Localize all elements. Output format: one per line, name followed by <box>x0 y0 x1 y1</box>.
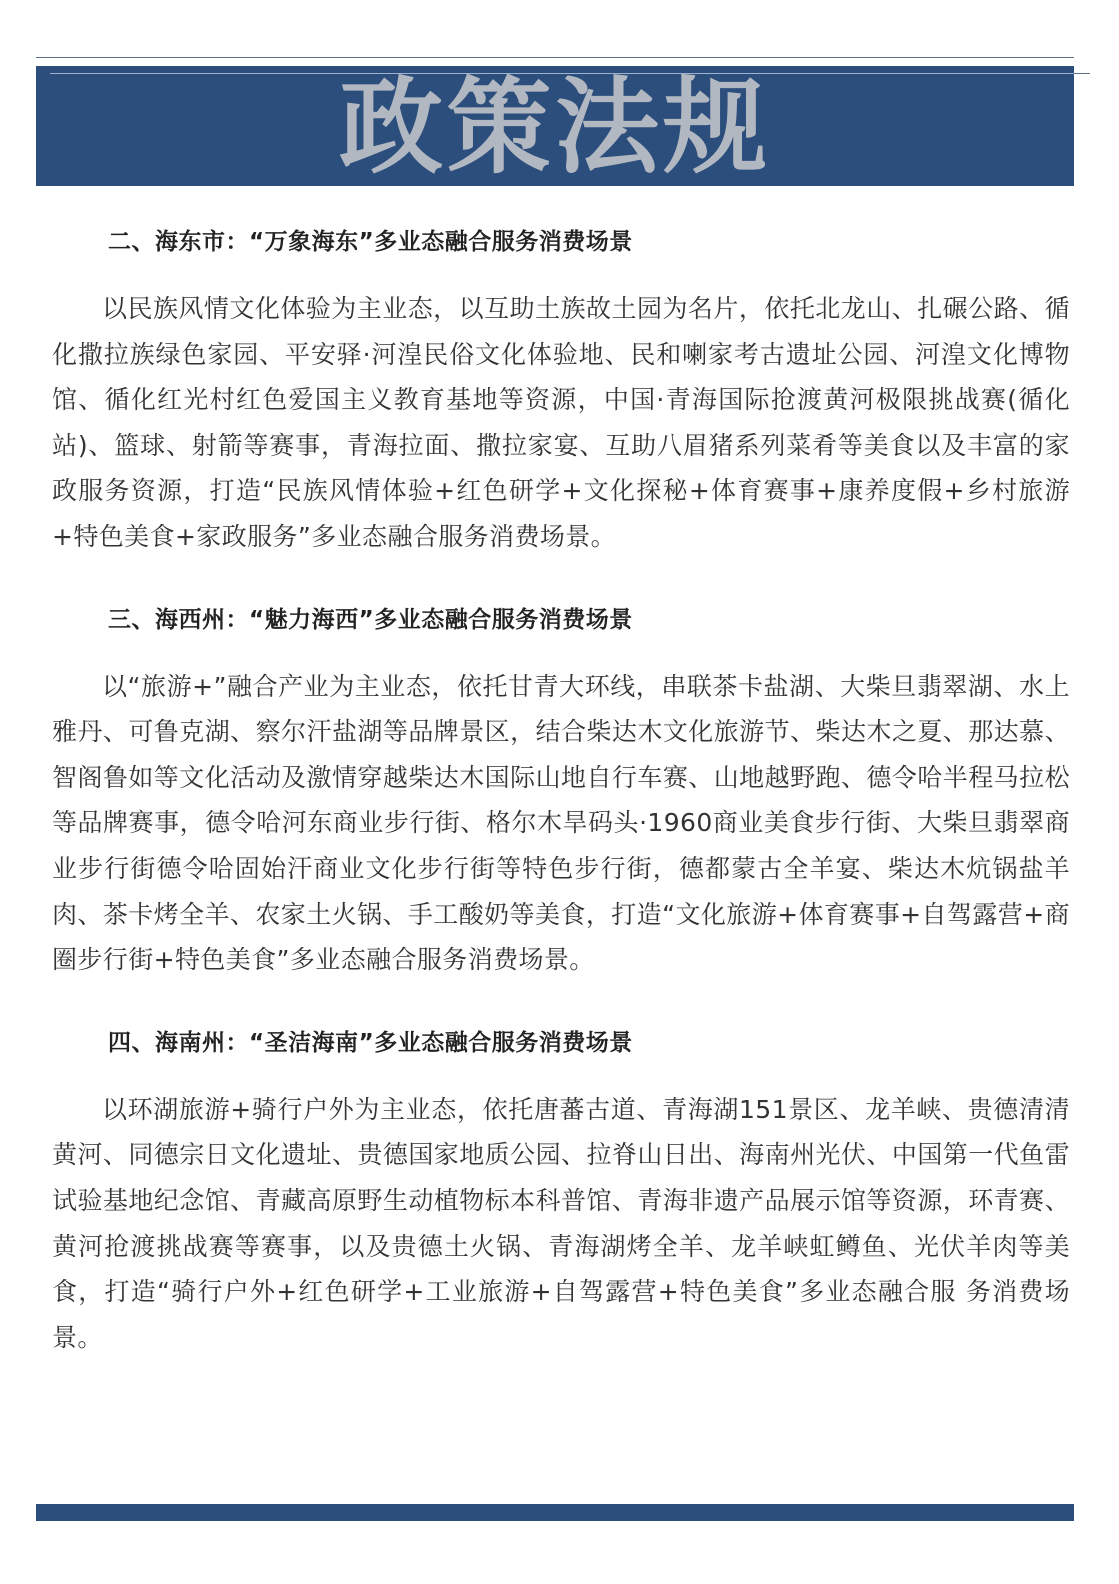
section-heading: 四、海南州：“圣洁海南”多业态融合服务消费场景 <box>108 1029 633 1056</box>
section-haixi <box>52 592 1070 983</box>
section-heading: 二、海东市：“万象海东”多业态融合服务消费场景 <box>108 229 633 255</box>
section-paragraph: 以“旅游+”融合产业为主业态，依托甘青大环线，串联茶卡盐湖、大柴旦翡翠湖、水上雅丹、可鲁克湖、察尔汗盐湖等品牌景区，结合柴达木文化旅游节、柴达木之夏、那达慕、智阁鲁如等文化活动及激情穿越柴达木国际山地自行车赛、山地越野跑、德令哈半程马拉松等品牌赛事，德令哈河东商业步行街、格尔木旱码头·1960商业美食步行街、大柴旦翡翠商业步行街德令哈固始汗商业文化步行街等特色步行街，德都蒙古全羊宴、柴达木炕锅盐羊肉、茶卡烤全羊、农家土火锅、手工酸奶等美食，打造“文化旅游+体育赛事+自驾露营+商圈步行街+特色美食”多业态融合服务消费场景。 <box>52 671 1070 975</box>
top-rule <box>36 57 1074 58</box>
section-hainan <box>52 1015 1070 1361</box>
footer-bar <box>36 1504 1074 1521</box>
section-heading: 三、海西州：“魅力海西”多业态融合服务消费场景 <box>108 606 633 633</box>
section-haidong <box>52 214 1070 560</box>
banner-extension-line <box>1074 73 1090 74</box>
section-paragraph: 以民族风情文化体验为主业态，以互助土族故土园为名片，依托北龙山、扎碾公路、循化撒拉族绿色家园、平安驿·河湟民俗文化体验地、民和喇家考古遗址公园、河湟文化博物馆、循化红光村红色爱国主义教育基地等资源，中国·青海国际抢渡黄河极限挑战赛(循化站)、篮球、射箭等赛事，青海拉面、撒拉家宴、互助八眉猪系列菜肴等美食以及丰富的家政服务资源，打造“民族风情体验+红色研学+文化探秘+体育赛事+康养度假+乡村旅游+特色美食+家政服务”多业态融合服务消费场景。 <box>52 294 1070 551</box>
title-banner <box>36 66 1074 186</box>
document-body <box>52 214 1070 1360</box>
section-paragraph: 以环湖旅游+骑行户外为主业态，依托唐蕃古道、青海湖151景区、龙羊峡、贵德清清黄河、同德宗日文化遗址、贵德国家地质公园、拉脊山日出、海南州光伏、中国第一代鱼雷试验基地纪念馆、青藏高原野生动植物标本科普馆、青海非遗产品展示馆等资源，环青赛、黄河抢渡挑战赛等赛事，以及贵德土火锅、青海湖烤全羊、龙羊峡虹鳟鱼、光伏羊肉等美食，打造“骑行户外+红色研学+工业旅游+自驾露营+特色美食”多业态融合服 务消费场景。 <box>52 1094 1070 1352</box>
banner-title: 政策法规 <box>338 66 771 186</box>
